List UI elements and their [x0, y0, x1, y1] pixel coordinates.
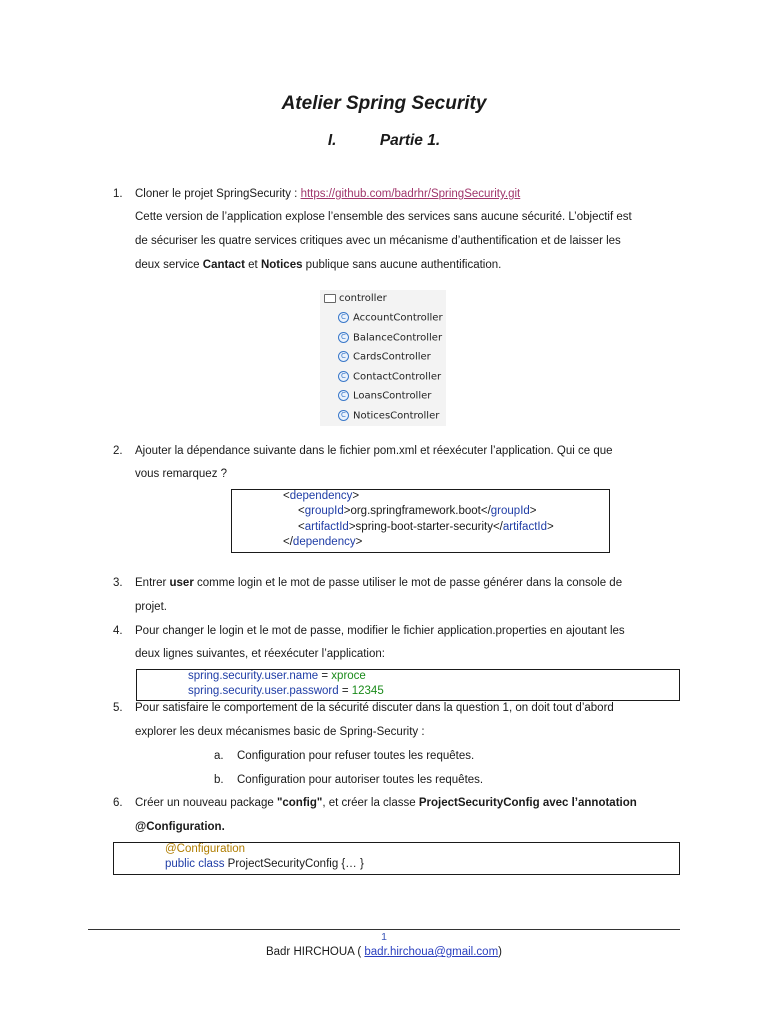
item-4-line-1: Pour changer le login et le mot de passe, modifier le fichier application.properties en ajoutant les	[135, 625, 625, 637]
item-6-line-1	[135, 797, 637, 809]
item-6-text: Créer un nouveau package	[135, 797, 277, 809]
code-value: org.springframework.boot	[350, 505, 481, 517]
code-annotation: @Configuration	[165, 843, 246, 855]
tree-class-label: LoansController	[353, 390, 432, 402]
class-c-icon: C	[338, 332, 349, 343]
property-value: xproce	[331, 670, 366, 682]
folder-icon	[324, 294, 336, 303]
document-title: Atelier Spring Security	[281, 93, 487, 114]
code-line: <dependency>	[283, 490, 360, 502]
item-number: 4.	[113, 625, 123, 637]
footer-divider	[88, 929, 680, 930]
code-line	[165, 858, 364, 870]
item-3-line-1	[135, 577, 622, 589]
tree-class-item	[338, 390, 431, 402]
property-equals: =	[318, 670, 332, 682]
class-c-icon: C	[338, 351, 349, 362]
property-key: spring.security.user.password	[188, 685, 339, 697]
item-6-bold-config: "config"	[276, 797, 323, 809]
item-1-text: publique sans aucune authentification.	[302, 259, 502, 271]
tree-folder	[324, 293, 387, 304]
class-c-icon: C	[338, 371, 349, 382]
tree-class-item	[338, 312, 443, 324]
code-class-decl: ProjectSecurityConfig {… }	[224, 858, 364, 870]
property-value: 12345	[351, 685, 384, 697]
tree-class-item	[338, 332, 442, 344]
code-tag: artifactId	[304, 521, 349, 533]
sub-item-b: Configuration pour autoriser toutes les requêtes.	[237, 774, 484, 786]
item-2-line-2: vous remarquez ?	[135, 468, 228, 480]
code-value: spring-boot-starter-security	[355, 521, 493, 533]
dependency-code-box	[231, 489, 610, 553]
tree-class-label: NoticesController	[353, 410, 440, 422]
item-2-line-1: Ajouter la dépendance suivante dans le fichier pom.xml et réexécuter l’application. Qui ce que	[135, 445, 613, 457]
github-link[interactable]: https://github.com/badrhr/SpringSecurity.git	[300, 188, 521, 200]
item-number: 3.	[113, 577, 123, 589]
item-1-text: deux service	[135, 259, 203, 271]
code-tag: dependency	[292, 536, 356, 548]
code-tag: groupId	[304, 505, 344, 517]
tree-folder-label: controller	[339, 293, 387, 304]
sub-item-a: Configuration pour refuser toutes les requêtes.	[237, 750, 475, 762]
class-c-icon: C	[338, 312, 349, 323]
section-number: I.	[327, 132, 337, 149]
code-tag: dependency	[289, 490, 353, 502]
tree-class-item	[338, 351, 431, 363]
email-link[interactable]: badr.hirchoua@gmail.com	[364, 946, 499, 958]
page-number: 1	[381, 931, 387, 943]
item-3-bold-user: user	[169, 577, 194, 589]
tree-class-label: CardsController	[353, 351, 431, 363]
footer-author	[0, 946, 768, 958]
item-1-text: Cloner le projet SpringSecurity :	[135, 188, 301, 200]
code-keyword: public class	[165, 858, 225, 870]
java-code-box	[113, 842, 680, 875]
item-1-text: et	[244, 259, 261, 271]
code-line	[188, 670, 366, 682]
item-1-bold-contact: Cantact	[202, 259, 245, 271]
item-5-line-2: explorer les deux mécanismes basic de Spring-Security :	[135, 726, 425, 738]
tree-class-item	[338, 410, 439, 422]
sub-item-letter: a.	[214, 750, 224, 762]
item-4-line-2: deux lignes suivantes, et réexécuter l’application:	[135, 648, 385, 660]
item-3-line-2: projet.	[135, 601, 167, 613]
sub-item-letter: b.	[214, 774, 224, 786]
code-line: <groupId>org.springframework.boot</groupId>	[298, 505, 537, 517]
item-1-line-1	[135, 188, 520, 200]
properties-code-box	[136, 669, 680, 701]
code-line	[188, 685, 384, 697]
item-5-line-1: Pour satisfaire le comportement de la sécurité discuter dans la question 1, on doit tout d’abord	[135, 702, 614, 714]
item-3-text: comme login et le mot de passe utiliser le mot de passe générer dans la console de	[193, 577, 623, 589]
item-3-text: Entrer	[135, 577, 170, 589]
item-1-line-3: de sécuriser les quatre services critiques avec un mécanisme d’authentification et de laisser les	[135, 235, 621, 247]
class-c-icon: C	[338, 410, 349, 421]
code-line: <artifactId>spring-boot-starter-security</artifactId>	[298, 521, 554, 533]
property-key: spring.security.user.name	[188, 670, 319, 682]
tree-class-label: BalanceController	[353, 332, 443, 344]
tree-class-label: ContactController	[353, 371, 442, 383]
item-6-bold-class: ProjectSecurityConfig avec l’annotation	[418, 797, 637, 809]
item-number: 1.	[113, 188, 123, 200]
item-1-line-4	[135, 259, 501, 271]
item-number: 5.	[113, 702, 123, 714]
project-tree-screenshot	[320, 290, 446, 426]
item-number: 2.	[113, 445, 123, 457]
tree-class-item	[338, 371, 441, 383]
section-label: Partie 1.	[379, 132, 441, 149]
item-1-bold-notices: Notices	[260, 259, 303, 271]
property-equals: =	[338, 685, 352, 697]
section-heading	[0, 132, 768, 150]
class-c-icon: C	[338, 390, 349, 401]
footer-author-name: Badr HIRCHOUA (	[265, 946, 365, 958]
footer-close-paren: )	[498, 946, 503, 958]
item-number: 6.	[113, 797, 123, 809]
item-1-line-2: Cette version de l’application explose l’ensemble des services sans aucune sécurité. L’objectif est	[135, 211, 632, 223]
tree-class-label: AccountController	[353, 312, 443, 324]
item-6-line-2: @Configuration.	[135, 821, 225, 833]
code-tag: groupId	[490, 505, 530, 517]
code-tag: artifactId	[502, 521, 547, 533]
item-6-text: , et créer la classe	[322, 797, 419, 809]
code-line: </dependency>	[283, 536, 363, 548]
